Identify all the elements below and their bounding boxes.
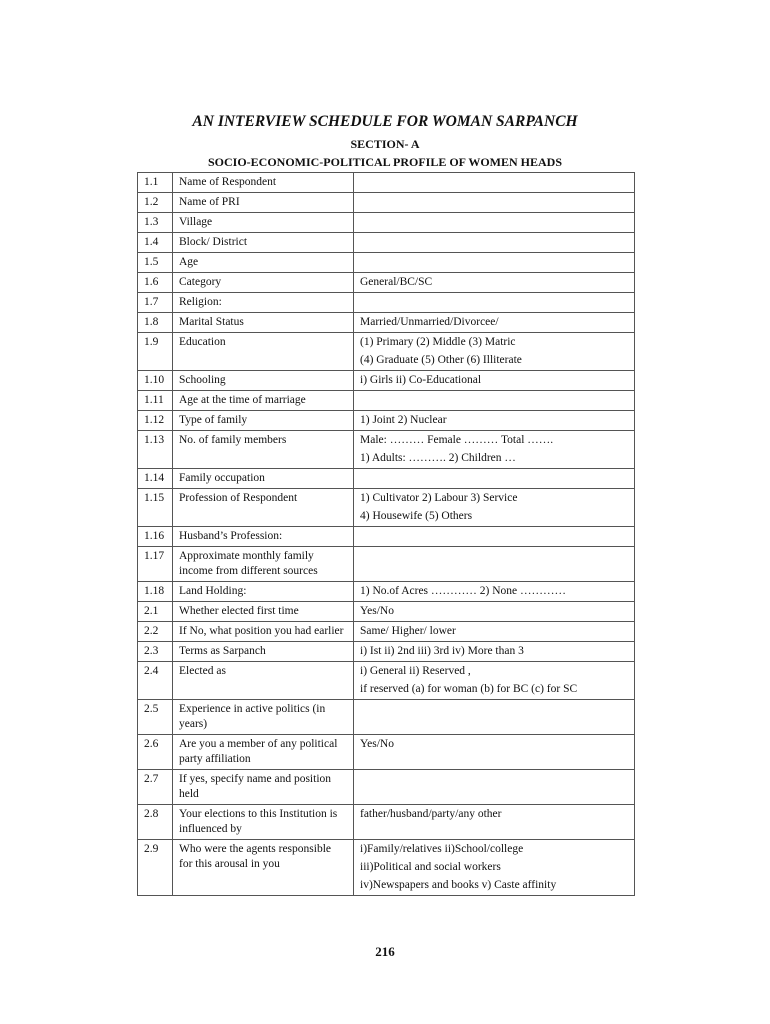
item-number: 1.10 bbox=[138, 371, 173, 391]
question-cell: Age at the time of marriage bbox=[173, 391, 354, 411]
item-number: 1.12 bbox=[138, 411, 173, 431]
item-number: 1.16 bbox=[138, 527, 173, 547]
question-cell: Experience in active politics (in years) bbox=[173, 700, 354, 735]
table-row bbox=[138, 469, 635, 489]
item-number: 2.5 bbox=[138, 700, 173, 735]
answer-cell[interactable] bbox=[354, 582, 635, 602]
question-cell: Are you a member of any political party affiliation bbox=[173, 735, 354, 770]
table-row bbox=[138, 547, 635, 582]
answer-option-line: iii)Political and social workers bbox=[360, 861, 501, 873]
table-row bbox=[138, 371, 635, 391]
item-number: 1.11 bbox=[138, 391, 173, 411]
item-number: 2.1 bbox=[138, 602, 173, 622]
table-row bbox=[138, 489, 635, 527]
document-subtitle: SOCIO-ECONOMIC-POLITICAL PROFILE OF WOMEN HEADS bbox=[207, 155, 563, 169]
answer-cell[interactable] bbox=[354, 193, 635, 213]
item-number: 1.17 bbox=[138, 547, 173, 582]
question-cell: Approximate monthly family income from different sources bbox=[173, 547, 354, 582]
answer-cell[interactable] bbox=[354, 770, 635, 805]
section-heading: SECTION- A bbox=[350, 137, 420, 151]
answer-option-line: 1) Adults: ………. 2) Children … bbox=[360, 452, 516, 464]
answer-cell[interactable] bbox=[354, 469, 635, 489]
answer-option-line: Same/ Higher/ lower bbox=[360, 625, 456, 637]
answer-cell[interactable] bbox=[354, 273, 635, 293]
table-row bbox=[138, 840, 635, 896]
table-row bbox=[138, 333, 635, 371]
answer-option-line: Yes/No bbox=[360, 605, 394, 617]
answer-option-line: Male: ……… Female ……… Total ……. bbox=[360, 434, 554, 446]
question-cell: If yes, specify name and position held bbox=[173, 770, 354, 805]
answer-cell[interactable] bbox=[354, 527, 635, 547]
table-row bbox=[138, 582, 635, 602]
item-number: 1.9 bbox=[138, 333, 173, 371]
answer-cell[interactable] bbox=[354, 233, 635, 253]
answer-option-line: 1) No.of Acres ………… 2) None ………… bbox=[360, 585, 567, 597]
item-number: 2.8 bbox=[138, 805, 173, 840]
item-number: 2.2 bbox=[138, 622, 173, 642]
item-number: 1.18 bbox=[138, 582, 173, 602]
table-row bbox=[138, 770, 635, 805]
item-number: 2.6 bbox=[138, 735, 173, 770]
table-row bbox=[138, 602, 635, 622]
table-row bbox=[138, 642, 635, 662]
answer-option-line: if reserved (a) for woman (b) for BC (c) for SC bbox=[360, 683, 578, 695]
question-cell: Elected as bbox=[173, 662, 354, 700]
question-cell: Who were the agents responsible for this arousal in you bbox=[173, 840, 354, 896]
answer-option-line: 1) Cultivator 2) Labour 3) Service bbox=[360, 492, 518, 504]
answer-cell[interactable] bbox=[354, 213, 635, 233]
answer-cell[interactable] bbox=[354, 662, 635, 700]
document-title: AN INTERVIEW SCHEDULE FOR WOMAN SARPANCH bbox=[192, 113, 578, 130]
answer-option-line: (4) Graduate (5) Other (6) Illiterate bbox=[360, 354, 522, 366]
question-cell: Village bbox=[173, 213, 354, 233]
answer-cell[interactable] bbox=[354, 735, 635, 770]
item-number: 2.3 bbox=[138, 642, 173, 662]
answer-option-line: Married/Unmarried/Divorcee/ bbox=[360, 316, 499, 328]
table-row bbox=[138, 173, 635, 193]
table-row bbox=[138, 193, 635, 213]
item-number: 1.3 bbox=[138, 213, 173, 233]
question-cell: Name of PRI bbox=[173, 193, 354, 213]
answer-cell[interactable] bbox=[354, 391, 635, 411]
answer-cell[interactable] bbox=[354, 805, 635, 840]
answer-cell[interactable] bbox=[354, 642, 635, 662]
item-number: 1.15 bbox=[138, 489, 173, 527]
answer-option-line: i)Family/relatives ii)School/college bbox=[360, 843, 524, 855]
answer-option-line: Yes/No bbox=[360, 738, 394, 750]
table-row bbox=[138, 313, 635, 333]
table-row bbox=[138, 213, 635, 233]
table-row bbox=[138, 662, 635, 700]
question-cell: Terms as Sarpanch bbox=[173, 642, 354, 662]
question-cell: Land Holding: bbox=[173, 582, 354, 602]
table-row bbox=[138, 411, 635, 431]
question-cell: Education bbox=[173, 333, 354, 371]
question-cell: Schooling bbox=[173, 371, 354, 391]
table-row bbox=[138, 527, 635, 547]
answer-cell[interactable] bbox=[354, 602, 635, 622]
table-row bbox=[138, 273, 635, 293]
answer-cell[interactable] bbox=[354, 622, 635, 642]
answer-option-line: father/husband/party/any other bbox=[360, 808, 502, 820]
answer-cell[interactable] bbox=[354, 489, 635, 527]
question-cell: Category bbox=[173, 273, 354, 293]
answer-cell[interactable] bbox=[354, 840, 635, 896]
answer-cell[interactable] bbox=[354, 313, 635, 333]
answer-option-line: (1) Primary (2) Middle (3) Matric bbox=[360, 336, 516, 348]
answer-cell[interactable] bbox=[354, 173, 635, 193]
question-cell: Religion: bbox=[173, 293, 354, 313]
item-number: 1.4 bbox=[138, 233, 173, 253]
item-number: 2.4 bbox=[138, 662, 173, 700]
table-row bbox=[138, 622, 635, 642]
answer-option-line: 4) Housewife (5) Others bbox=[360, 510, 473, 522]
item-number: 1.8 bbox=[138, 313, 173, 333]
answer-option-line: i) Girls ii) Co-Educational bbox=[360, 374, 482, 386]
item-number: 2.7 bbox=[138, 770, 173, 805]
table-row bbox=[138, 805, 635, 840]
question-cell: No. of family members bbox=[173, 431, 354, 469]
question-cell: Family occupation bbox=[173, 469, 354, 489]
answer-option-line: General/BC/SC bbox=[360, 276, 433, 288]
item-number: 1.2 bbox=[138, 193, 173, 213]
answer-cell[interactable] bbox=[354, 700, 635, 735]
question-cell: Marital Status bbox=[173, 313, 354, 333]
question-cell: Your elections to this Institution is influenced by bbox=[173, 805, 354, 840]
table-row bbox=[138, 391, 635, 411]
answer-cell[interactable] bbox=[354, 411, 635, 431]
answer-option-line: 1) Joint 2) Nuclear bbox=[360, 414, 447, 426]
answer-cell[interactable] bbox=[354, 547, 635, 582]
question-cell: Age bbox=[173, 253, 354, 273]
table-row bbox=[138, 735, 635, 770]
answer-cell[interactable] bbox=[354, 293, 635, 313]
question-cell: Whether elected first time bbox=[173, 602, 354, 622]
item-number: 1.5 bbox=[138, 253, 173, 273]
item-number: 1.1 bbox=[138, 173, 173, 193]
table-row bbox=[138, 293, 635, 313]
answer-cell[interactable] bbox=[354, 431, 635, 469]
answer-cell[interactable] bbox=[354, 253, 635, 273]
question-cell: Block/ District bbox=[173, 233, 354, 253]
table-row bbox=[138, 253, 635, 273]
table-row bbox=[138, 233, 635, 253]
answer-option-line: i) Ist ii) 2nd iii) 3rd iv) More than 3 bbox=[360, 645, 524, 657]
item-number: 1.14 bbox=[138, 469, 173, 489]
answer-cell[interactable] bbox=[354, 333, 635, 371]
question-cell: If No, what position you had earlier bbox=[173, 622, 354, 642]
item-number: 1.7 bbox=[138, 293, 173, 313]
answer-option-line: i) General ii) Reserved , bbox=[360, 665, 471, 677]
table-row bbox=[138, 700, 635, 735]
page-number: 216 bbox=[375, 944, 395, 959]
item-number: 1.13 bbox=[138, 431, 173, 469]
answer-cell[interactable] bbox=[354, 371, 635, 391]
question-cell: Profession of Respondent bbox=[173, 489, 354, 527]
question-cell: Type of family bbox=[173, 411, 354, 431]
interview-schedule-table bbox=[137, 172, 635, 896]
table-row bbox=[138, 431, 635, 469]
question-cell: Name of Respondent bbox=[173, 173, 354, 193]
item-number: 1.6 bbox=[138, 273, 173, 293]
question-cell: Husband’s Profession: bbox=[173, 527, 354, 547]
answer-option-line: iv)Newspapers and books v) Caste affinity bbox=[360, 879, 557, 891]
item-number: 2.9 bbox=[138, 840, 173, 896]
